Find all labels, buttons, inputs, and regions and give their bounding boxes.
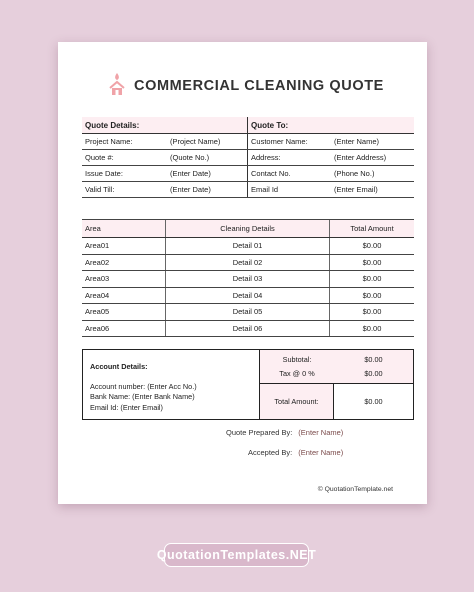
- cell-total[interactable]: $0.00: [362, 274, 382, 284]
- info-label: Email Id: [247, 182, 331, 197]
- tax-row: [260, 367, 413, 381]
- total-row: [260, 384, 413, 419]
- info-row: [82, 166, 414, 182]
- account-number[interactable]: Account number: (Enter Acc No.): [90, 381, 197, 391]
- cell-area[interactable]: Area04: [85, 290, 110, 300]
- table-row: [82, 271, 414, 288]
- items-header-row: [82, 219, 414, 238]
- column-header-area: Area: [85, 224, 101, 233]
- quote-to-heading: Quote To:: [247, 117, 414, 133]
- page-title: COMMERCIAL CLEANING QUOTE: [134, 78, 384, 94]
- info-value[interactable]: (Enter Email): [334, 185, 378, 194]
- total-value[interactable]: $0.00: [364, 397, 383, 406]
- cell-area[interactable]: Area02: [85, 257, 110, 267]
- info-label: Contact No.: [247, 166, 331, 181]
- info-label: Quote #:: [85, 153, 114, 162]
- prepared-by-label: Quote Prepared By:: [226, 428, 293, 437]
- cell-area[interactable]: Area01: [85, 241, 110, 251]
- cell-area[interactable]: Area06: [85, 323, 110, 333]
- info-value[interactable]: (Quote No.): [170, 153, 210, 162]
- account-email[interactable]: Email Id: (Enter Email): [90, 402, 163, 412]
- cell-total[interactable]: $0.00: [362, 241, 382, 251]
- total-label: Total Amount:: [260, 384, 334, 419]
- cell-details[interactable]: Detail 05: [165, 304, 330, 320]
- table-row: [82, 288, 414, 305]
- prepared-by-value[interactable]: (Enter Name): [298, 428, 344, 437]
- info-value[interactable]: (Phone No.): [334, 169, 375, 178]
- cleaning-items-table: [82, 219, 414, 337]
- table-row: [82, 304, 414, 321]
- info-label: Address:: [247, 150, 331, 165]
- info-header-row: [82, 117, 414, 134]
- tax-label: Tax @ 0 %: [279, 369, 315, 378]
- tax-value[interactable]: $0.00: [364, 369, 383, 378]
- site-badge[interactable]: QuotationTemplates.NET: [164, 543, 309, 567]
- info-value[interactable]: (Enter Date): [170, 185, 211, 194]
- account-heading: Account Details:: [90, 362, 148, 371]
- cell-total[interactable]: $0.00: [362, 323, 382, 333]
- cell-details[interactable]: Detail 04: [165, 288, 330, 304]
- column-header-details: Cleaning Details: [165, 220, 330, 237]
- subtotal-tax-block: [260, 350, 413, 384]
- info-value[interactable]: (Enter Address): [334, 153, 387, 162]
- cell-details[interactable]: Detail 02: [165, 255, 330, 271]
- info-row: [82, 134, 414, 150]
- copyright-text: © QuotationTemplate.net: [317, 486, 393, 493]
- column-header-total: Total Amount: [350, 224, 394, 233]
- cell-details[interactable]: Detail 01: [165, 238, 330, 254]
- cell-details[interactable]: Detail 03: [165, 271, 330, 287]
- totals-panel: [260, 350, 413, 419]
- subtotal-row: [260, 353, 413, 367]
- cell-total[interactable]: $0.00: [362, 307, 382, 317]
- prepared-by: [226, 428, 343, 437]
- info-label: Issue Date:: [85, 169, 123, 178]
- table-row: [82, 255, 414, 272]
- quote-document: [58, 42, 427, 504]
- quote-info-table: [82, 117, 414, 198]
- cell-area[interactable]: Area03: [85, 274, 110, 284]
- info-value[interactable]: (Project Name): [170, 137, 221, 146]
- quote-details-heading: Quote Details:: [85, 120, 140, 130]
- accepted-by: [248, 448, 343, 457]
- house-cleaning-icon: [108, 71, 126, 97]
- info-label: Valid Till:: [85, 185, 115, 194]
- table-row: [82, 321, 414, 338]
- table-row: [82, 238, 414, 255]
- info-row: [82, 150, 414, 166]
- bank-name[interactable]: Bank Name: (Enter Bank Name): [90, 392, 195, 401]
- info-value[interactable]: (Enter Date): [170, 169, 211, 178]
- info-label: Customer Name:: [247, 134, 331, 149]
- cell-total[interactable]: $0.00: [362, 290, 382, 300]
- cell-details[interactable]: Detail 06: [165, 321, 330, 337]
- info-row: [82, 182, 414, 198]
- accepted-by-value[interactable]: (Enter Name): [298, 448, 344, 457]
- info-label: Project Name:: [85, 137, 133, 146]
- subtotal-label: Subtotal:: [282, 355, 312, 364]
- subtotal-value[interactable]: $0.00: [364, 355, 383, 364]
- info-value[interactable]: (Enter Name): [334, 137, 380, 146]
- account-details: [83, 350, 260, 419]
- cell-total[interactable]: $0.00: [362, 257, 382, 267]
- account-totals-box: [82, 349, 414, 420]
- cell-area[interactable]: Area05: [85, 307, 110, 317]
- accepted-by-label: Accepted By:: [248, 448, 293, 457]
